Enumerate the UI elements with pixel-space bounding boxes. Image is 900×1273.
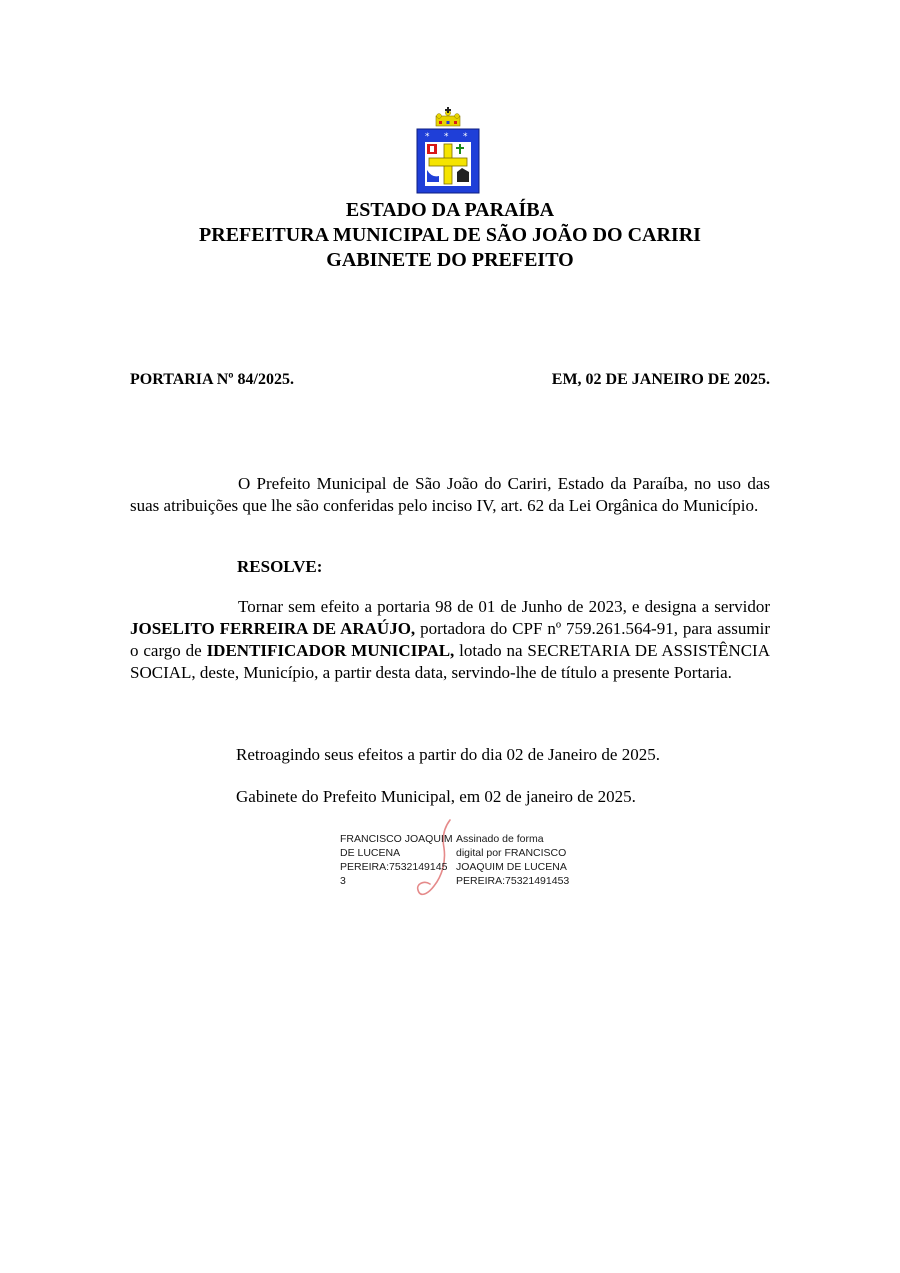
decision-text-c: lotado na SECRETARIA DE ASSISTÊNCIA SOCIAL, deste, Município, a partir desta data, servindo-lhe de título a presente Portaria. xyxy=(130,641,770,682)
svg-text:*: * xyxy=(444,132,449,142)
resolve-heading: RESOLVE: xyxy=(237,557,323,576)
decision-paragraph xyxy=(130,596,770,684)
retroactive-clause: Retroagindo seus efeitos a partir do dia 02 de Janeiro de 2025. xyxy=(236,745,660,764)
signature-note-line: digital por FRANCISCO xyxy=(456,847,567,859)
svg-text:*: * xyxy=(425,132,430,142)
municipality-title: PREFEITURA MUNICIPAL DE SÃO JOÃO DO CARIRI xyxy=(199,224,701,246)
signer-name-line: DE LUCENA xyxy=(340,847,401,859)
intro-paragraph xyxy=(130,473,770,517)
signature-note-line: JOAQUIM DE LUCENA xyxy=(456,861,567,873)
coat-of-arms-icon xyxy=(415,106,481,194)
state-title: ESTADO DA PARAÍBA xyxy=(345,199,555,221)
portaria-date: EM, 02 DE JANEIRO DE 2025. xyxy=(551,371,770,388)
signature-note-line: Assinado de forma xyxy=(456,833,544,845)
decision-text-a: Tornar sem efeito a portaria 98 de 01 de Junho de 2023, e designa a servidor xyxy=(238,597,770,616)
intro-text: O Prefeito Municipal de São João do Cariri, Estado da Paraíba, no uso das suas atribuições que lhe são conferidas pelo inciso IV, art. 62 da Lei Orgânica do Município. xyxy=(130,474,770,515)
signer-name-line: PEREIRA:7532149145 xyxy=(340,861,448,873)
employee-name: JOSELITO FERREIRA DE ARAÚJO, xyxy=(130,619,416,638)
closing-line: Gabinete do Prefeito Municipal, em 02 de janeiro de 2025. xyxy=(236,787,636,806)
signature-note-block xyxy=(456,832,580,888)
portaria-number: PORTARIA Nº 84/2025. xyxy=(130,371,294,388)
office-title: GABINETE DO PREFEITO xyxy=(326,249,574,271)
signer-name-line: FRANCISCO JOAQUIM xyxy=(340,833,453,845)
signer-name-block xyxy=(340,832,454,888)
decision-text-b: portadora do CPF nº 759.261.564-91, para assumir o cargo de xyxy=(130,619,770,660)
signer-name-line: 3 xyxy=(340,875,346,887)
svg-text:*: * xyxy=(463,132,468,142)
signature-note-line: PEREIRA:75321491453 xyxy=(456,875,570,887)
position-name: IDENTIFICADOR MUNICIPAL, xyxy=(206,641,455,660)
digital-signature xyxy=(340,832,580,904)
